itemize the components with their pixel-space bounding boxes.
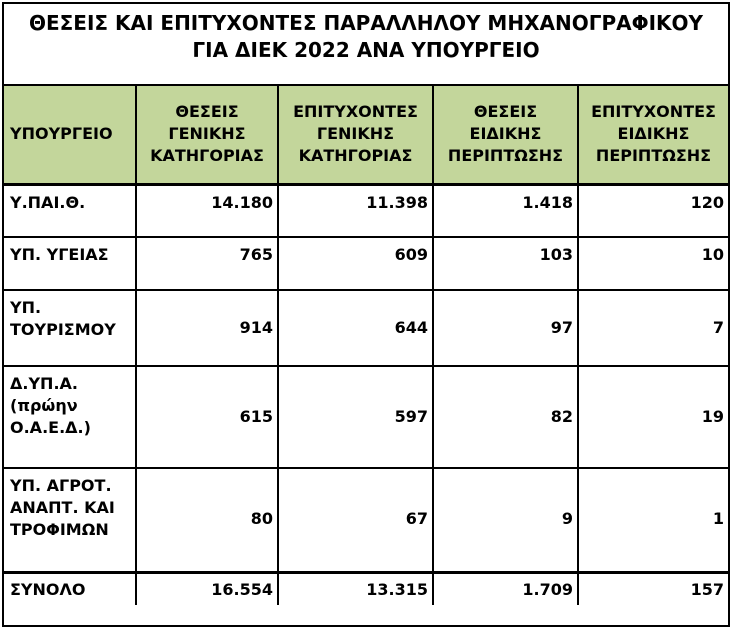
cell-special-successful: 1 bbox=[578, 468, 728, 572]
table-row bbox=[4, 366, 728, 468]
cell-general-successful: 13.315 bbox=[278, 572, 433, 605]
table-row bbox=[4, 290, 728, 366]
cell-general-successful: 609 bbox=[278, 237, 433, 290]
ministry-name: Υ.ΠΑΙ.Θ. bbox=[4, 184, 136, 237]
cell-special-successful: 7 bbox=[578, 290, 728, 366]
cell-general-positions: 765 bbox=[136, 237, 278, 290]
table-row bbox=[4, 184, 728, 237]
title-line-1: ΘΕΣΕΙΣ ΚΑΙ ΕΠΙΤΥΧΟΝΤΕΣ ΠΑΡΑΛΛΗΛΟΥ ΜΗΧΑΝΟΓΡΑΦΙΚΟΥ bbox=[28, 11, 704, 35]
cell-special-successful: 120 bbox=[578, 184, 728, 237]
ministry-name: ΥΠ. ΑΓΡΟΤ. ΑΝΑΠΤ. ΚΑΙ ΤΡΟΦΙΜΩΝ bbox=[4, 468, 136, 572]
ministry-name: ΥΠ. ΥΓΕΙΑΣ bbox=[4, 237, 136, 290]
ministry-name: Δ.ΥΠ.Α. (πρώην Ο.Α.Ε.Δ.) bbox=[4, 366, 136, 468]
cell-special-positions: 103 bbox=[433, 237, 578, 290]
cell-general-successful: 597 bbox=[278, 366, 433, 468]
cell-general-positions: 80 bbox=[136, 468, 278, 572]
cell-general-positions: 16.554 bbox=[136, 572, 278, 605]
table-row bbox=[4, 237, 728, 290]
ministry-name: ΥΠ. ΤΟΥΡΙΣΜΟΥ bbox=[4, 290, 136, 366]
table-title bbox=[4, 4, 728, 86]
header-special-positions: ΘΕΣΕΙΣ ΕΙΔΙΚΗΣ ΠΕΡΙΠΤΩΣΗΣ bbox=[433, 86, 578, 184]
cell-special-successful: 19 bbox=[578, 366, 728, 468]
cell-special-positions: 1.709 bbox=[433, 572, 578, 605]
cell-general-successful: 11.398 bbox=[278, 184, 433, 237]
cell-general-successful: 67 bbox=[278, 468, 433, 572]
cell-general-successful: 644 bbox=[278, 290, 433, 366]
table-frame bbox=[2, 2, 730, 627]
cell-special-positions: 82 bbox=[433, 366, 578, 468]
header-general-positions: ΘΕΣΕΙΣ ΓΕΝΙΚΗΣ ΚΑΤΗΓΟΡΙΑΣ bbox=[136, 86, 278, 184]
header-row bbox=[4, 86, 728, 184]
cell-special-positions: 1.418 bbox=[433, 184, 578, 237]
header-general-successful: ΕΠΙΤΥΧΟΝΤΕΣ ΓΕΝΙΚΗΣ ΚΑΤΗΓΟΡΙΑΣ bbox=[278, 86, 433, 184]
cell-general-positions: 14.180 bbox=[136, 184, 278, 237]
cell-special-successful: 157 bbox=[578, 572, 728, 605]
ministry-table bbox=[4, 86, 728, 605]
cell-special-positions: 9 bbox=[433, 468, 578, 572]
total-row bbox=[4, 572, 728, 605]
cell-general-positions: 914 bbox=[136, 290, 278, 366]
header-ministry: ΥΠΟΥΡΓΕΙΟ bbox=[4, 86, 136, 184]
header-special-successful: ΕΠΙΤΥΧΟΝΤΕΣ ΕΙΔΙΚΗΣ ΠΕΡΙΠΤΩΣΗΣ bbox=[578, 86, 728, 184]
cell-special-successful: 10 bbox=[578, 237, 728, 290]
total-label: ΣΥΝΟΛΟ bbox=[4, 572, 136, 605]
cell-special-positions: 97 bbox=[433, 290, 578, 366]
cell-general-positions: 615 bbox=[136, 366, 278, 468]
table-row bbox=[4, 468, 728, 572]
title-line-2: ΓΙΑ ΔΙΕΚ 2022 ΑΝΑ ΥΠΟΥΡΓΕΙΟ bbox=[192, 38, 540, 62]
